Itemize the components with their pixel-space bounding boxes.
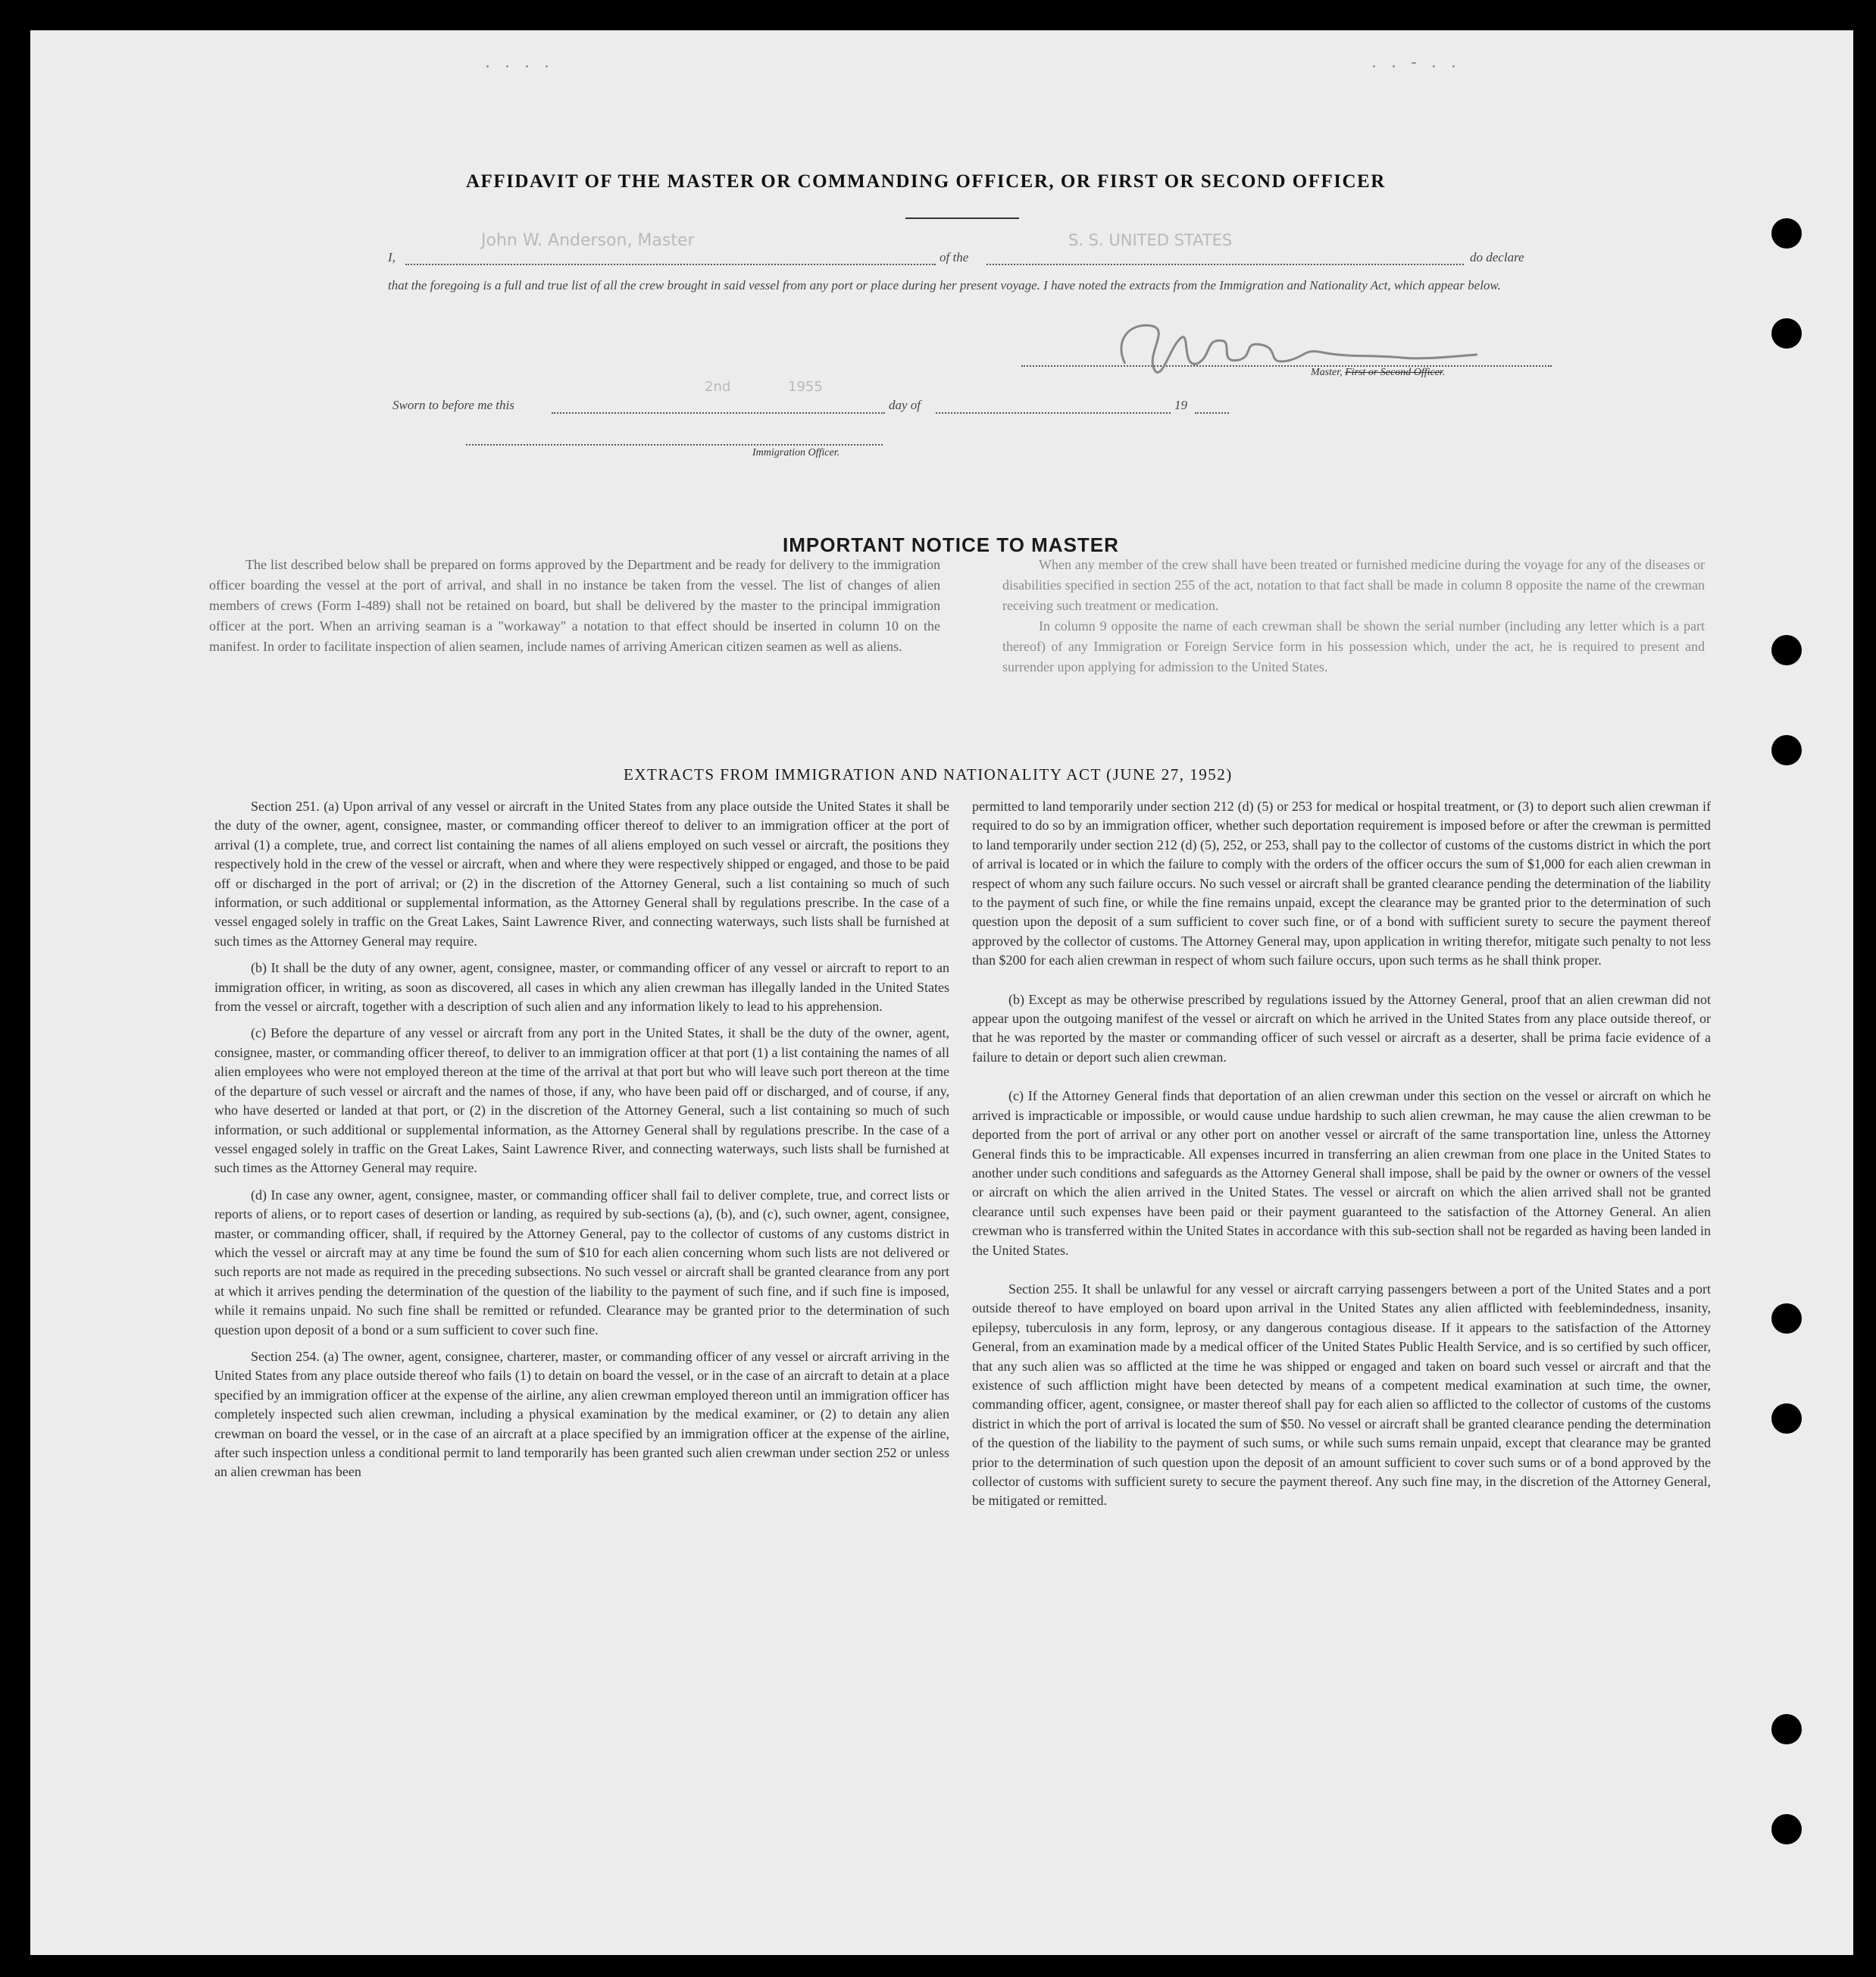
extracts-title: EXTRACTS FROM IMMIGRATION AND NATIONALITY ACT (JUNE 27, 1952) xyxy=(624,765,1233,784)
sworn-prefix: Sworn to before me this xyxy=(392,398,514,412)
document-page xyxy=(30,30,1853,1955)
section-251-d: (d) In case any owner, agent, consignee, master, or commanding officer shall fail to deliver complete, true, and correct lists or reports of aliens, or to report cases of desertion or landing, as required by sub-sections (a), (b), and (c), such owner, agent, consignee, master, or commanding officer, shall, if required by the Attorney General, pay to the collector of customs of any customs district in which the vessel or aircraft may at any time be found the sum of $10 for each alien concerning whom such lists are not delivered or such reports are not made as required in the preceding subsections. No such vessel or aircraft shall be granted clearance from any port at which it arrives pending the determination of the question of the liability to the payment of such fine, and if such fine is imposed, while it remains unpaid. No such fine shall be remitted or refunded. Clearance may be granted prior to the determination of such question upon deposit of a bond or a sum sufficient to cover such fine. xyxy=(214,1187,949,1337)
binder-hole xyxy=(1771,1403,1802,1434)
day-of-label: day of xyxy=(889,398,921,412)
binder-hole xyxy=(1771,318,1802,349)
do-declare-label: do declare xyxy=(1470,250,1524,264)
binder-hole xyxy=(1771,1303,1802,1334)
immigration-officer-line xyxy=(466,440,883,446)
notice-right-paragraph-2: In column 9 opposite the name of each crewman shall be shown the serial number (including any letter which is a part thereof) of any Immigration or Foreign Service form in his possession which, under the act, he is required to present and surrender upon applying for admission to the United States. xyxy=(1002,618,1705,674)
section-251-a: Section 251. (a) Upon arrival of any vessel or aircraft in the United States from any place outside the United States it shall be the duty of the owner, agent, consignee, master, or commanding officer thereof to deliver to an immigration officer at the port of arrival (1) a complete, true, and correct list containing the names of all aliens employed on such vessel or aircraft, the positions they respectively hold in the crew of the vessel or aircraft, when and where they were respectively shipped or engaged, and those to be paid off or discharged in the port of arrival; or (2) in the discretion of the Attorney General, such a list containing so much of such information, or such additional or supplemental information, as the Attorney General shall by regulations prescribe. In the case of a vessel engaged solely in traffic on the Great Lakes, Saint Lawrence River, and connecting waterways, such lists shall be furnished at such times as the Attorney General may require. xyxy=(214,799,949,949)
binder-hole xyxy=(1771,218,1802,249)
binder-hole xyxy=(1771,1714,1802,1744)
notice-left-column xyxy=(209,555,940,657)
section-251-c: (c) Before the departure of any vessel or aircraft from any port in the United States, it shall be the duty of the owner, agent, consignee, master, or commanding officer thereof, to deliver to an immigration officer at that port (1) a list containing the names of all alien employees who were not employed thereon at the time of the arrival at that port but who will leave such port thereon at the time of the departure of such vessel or aircraft and the names of those, if any, who have been paid off or discharged, and of course, if any, who have deserted or landed at that port, or (2) in the discretion of the Attorney General, such a list containing so much of such information, or such additional or supplemental information, as the Attorney General shall by regulations prescribe. In the case of a vessel engaged solely in traffic on the Great Lakes, Saint Lawrence River, and connecting waterways, such lists shall be furnished at such times as the Attorney General may require. xyxy=(214,1025,949,1176)
year-prefix: 19 xyxy=(1174,398,1187,412)
binder-hole xyxy=(1771,1814,1802,1844)
section-254-c: (c) If the Attorney General finds that deportation of an alien crewman under this section on the vessel or aircraft on which he arrived is impracticable or impossible, or would cause undue hardship to such alien crewman, he may cause the alien crewman to be deported from the port of arrival or any other port on another vessel or aircraft of the same transportation line, unless the Attorney General finds this to be impracticable. All expenses incurred in transferring an alien crewman from one place in the United States to another under such conditions and safeguards as the Attorney General shall impose, shall be paid by the owner or owners of the vessel or aircraft on which the alien arrived in the United States. The vessel or aircraft on which the alien arrived shall not be granted clearance until such expenses have been paid or their payment guaranteed to the satisfaction of the Attorney General. An alien crewman who is transferred within the United States in accordance with this sub-section shall not be regarded as having been landed in the United States. xyxy=(972,1088,1711,1258)
day-stamp: 2nd xyxy=(705,379,731,395)
notice-right-paragraph-1: When any member of the crew shall have been treated or furnished medicine during the voyage for any of the diseases or disabilities specified in section 255 of the act, notation to that fact shall be made in column 8 opposite the name of the crewman receiving such treatment or medication. xyxy=(1002,557,1705,613)
extracts-left-column xyxy=(214,797,949,1482)
immigration-officer-label: Immigration Officer. xyxy=(752,447,840,458)
top-left-dots: . . . . xyxy=(485,53,554,72)
line1-prefix: I, xyxy=(388,250,396,264)
section-255: Section 255. It shall be unlawful for any vessel or aircraft carrying passengers between a port of the United States and a port outside thereof to have employed on board upon arrival in the United States any alien afflicted with feeblemindedness, insanity, epilepsy, tuberculosis in any form, leprosy, or any dangerous contagious disease. If it appears to the satisfaction of the Attorney General, from an examination made by a medical officer of the United States Public Health Service, and is so certified by such officer, that any such alien was so afflicted at the time he was shipped or engaged and taken on board such vessel or aircraft and that the existence of such affliction might have been detected by means of a competent medical examination at such time, the owner, commanding officer, agent, consignee, or master thereof shall pay for each alien so afflicted to the collector of customs of the customs district in which the port of arrival is located the sum of $50. No vessel or aircraft shall be granted clearance pending the determination of the question of the liability to the payment of such sums, or while such sums remain unpaid, except that clearance may be granted prior to the determination of such question upon the deposit of an amount sufficient to cover such sums or of a bond approved by the collector of customs with sufficient surety to secure the payment thereof. Any such fine may, in the discretion of the Attorney General, be mitigated or remitted. xyxy=(972,1281,1711,1509)
binder-hole xyxy=(1771,735,1802,765)
signature-label: Master, First or Second Officer. xyxy=(1311,367,1446,378)
affidavit-title: AFFIDAVIT OF THE MASTER OR COMMANDING OFFICER, OR FIRST OR SECOND OFFICER xyxy=(466,171,1386,192)
master-name: John W. Anderson, Master xyxy=(481,231,695,250)
notice-title: IMPORTANT NOTICE TO MASTER xyxy=(783,533,1119,556)
section-254-a: Section 254. (a) The owner, agent, consignee, charterer, master, or commanding officer of any vessel or aircraft arriving in the United States from any place outside thereof who fails (1) to detain on board the vessel, or in the case of an aircraft to detain at a place specified by an immigration officer at the expense of the airline, any alien crewman employed thereon until an immigration officer has completely inspected such alien crewman, including a physical examination by the medical examiner, or (2) to detain any alien crewman on board the vessel, or in the case of an aircraft at a place specified by an immigration officer at the expense of the airline, after such inspection unless a conditional permit to land temporarily has been granted such alien crewman under section 252 or unless an alien crewman has been xyxy=(214,1348,949,1480)
declaration-text: that the foregoing is a full and true list of all the crew brought in said vessel from any port or place during her present voyage. I have noted the extracts from the Immigration and Nationality Act, which appear below. xyxy=(388,278,1501,292)
master-name-line xyxy=(405,256,936,265)
extracts-right-column xyxy=(972,797,1711,1511)
vessel-name-line xyxy=(986,256,1464,265)
section-254-a-continued: permitted to land temporarily under section 212 (d) (5) or 253 for medical or hospital treatment, or (3) to deport such alien crewman if required to do so by an immigration officer, whether such deportation requirement is imposed before or after the crewman is permitted to land temporarily under section 212 (d) (5), 252, or 253, shall pay to the collector of customs of the customs district in which the port of arrival is located or in which the failure to comply with the orders of the officer occurs the sum of $1,000 for each alien crewman in respect of whom any such failure occurs. No such vessel or aircraft shall be granted clearance pending the determination of the liability to the payment of such fine, or while the fine remains unpaid, except the clearance may be granted prior to the determination of such question upon the deposit of a sum sufficient to cover such fine, or of a bond with sufficient surety to secure the payment thereof approved by the collector of customs. The Attorney General may, upon application in writing therefor, mitigate such penalty to not less than $200 for each alien crewman in respect of whom such failure occurs, upon such terms as he shall think proper. xyxy=(972,799,1711,968)
section-254-b: (b) Except as may be otherwise prescribed by regulations issued by the Attorney General, proof that an alien crewman did not appear upon the outgoing manifest of the vessel or aircraft on which he arrived in the United States from any place outside thereof, or that he was reported by the master or commanding officer of such vessel or aircraft as a deserter, shall be prima facie evidence of a failure to detain or deport such alien crewman. xyxy=(972,991,1711,1065)
binder-hole xyxy=(1771,635,1802,665)
notice-left-paragraph: The list described below shall be prepared on forms approved by the Department and be ready for delivery to the immigration officer boarding the vessel at the port of arrival, and shall in no instance be taken from the vessel. The list of changes of alien members of crews (Form I-489) shall not be retained on board, but shall be delivered by the master to the principal immigration officer at the port. When an arriving seaman is a "workaway" a notation to that effect should be inserted in column 10 on the manifest. In order to facilitate inspection of alien seamen, include names of arriving American citizen seamen as well as aliens. xyxy=(209,557,940,654)
month-line xyxy=(936,405,1171,414)
year-stamp: 1955 xyxy=(788,379,823,395)
sworn-day-line xyxy=(552,405,885,414)
of-the-label: of the xyxy=(940,250,969,264)
notice-right-column xyxy=(1002,555,1705,677)
top-right-dots: . . - . . xyxy=(1371,53,1461,72)
title-rule xyxy=(905,217,1019,219)
section-251-b: (b) It shall be the duty of any owner, agent, consignee, master, or commanding officer of any vessel or aircraft to report to an immigration officer, in writing, as soon as discovered, all cases in which any alien crewman has illegally landed in the United States from the vessel or aircraft, together with a description of such alien and any information likely to lead to his apprehension. xyxy=(214,960,949,1015)
vessel-name: S. S. UNITED STATES xyxy=(1068,231,1233,249)
year-line xyxy=(1195,405,1229,414)
